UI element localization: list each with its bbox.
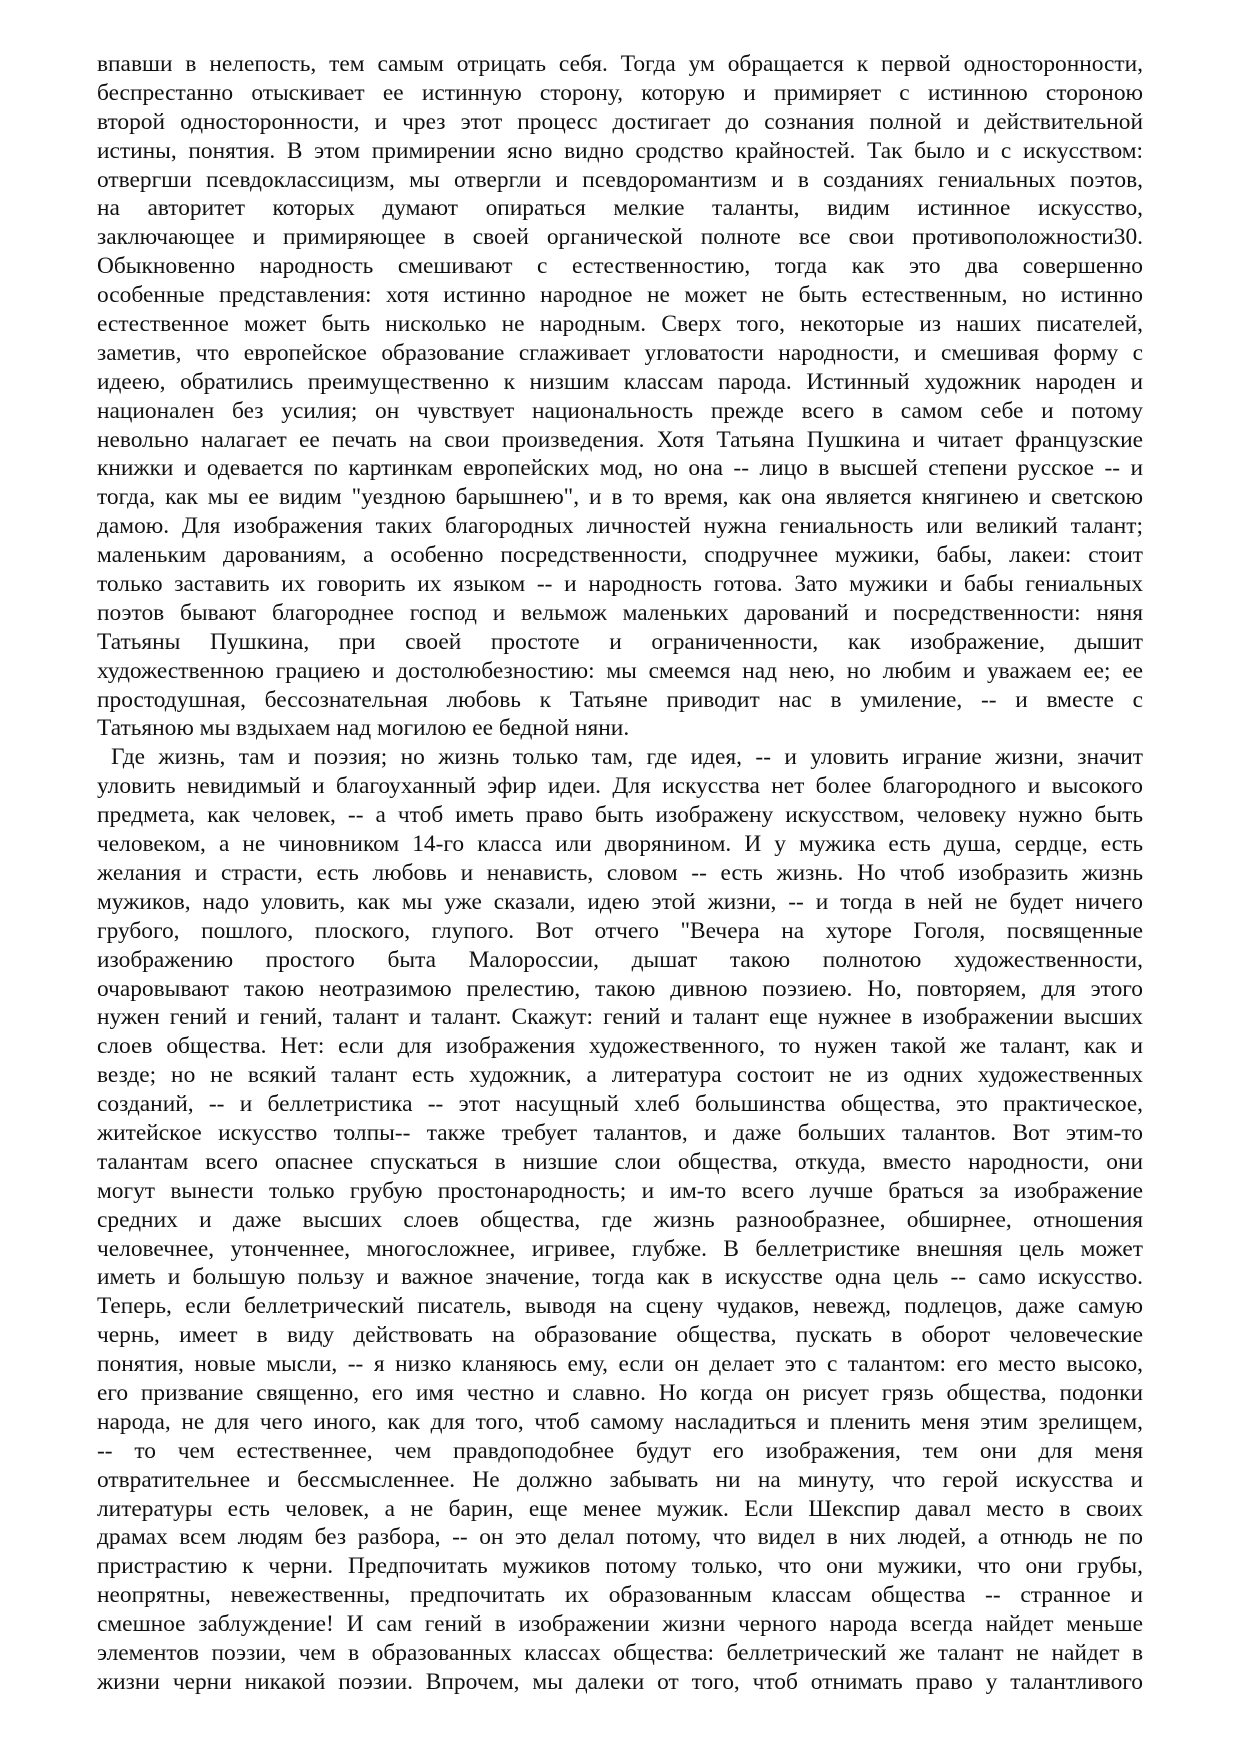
text-line: второй односторонности, и чрез этот процесс достигает до сознания полной и действительной xyxy=(97,108,1143,135)
text-line: иметь и большую пользу и важное значение, тогда как в искусстве одна цель -- само искусство. xyxy=(97,1264,1143,1291)
text-line: народа, не для чего иного, как для того, чтоб самому насладиться и пленить меня этим зрелищем, xyxy=(97,1408,1143,1435)
paragraph-1 xyxy=(97,50,1143,743)
text-line: -- то чем естественнее, чем правдоподобнее будут его изображения, тем они для меня xyxy=(97,1437,1143,1464)
text-line: естественное может быть нисколько не народным. Сверх того, некоторые из наших писателей, xyxy=(97,311,1143,338)
text-line: человечнее, утонченнее, многосложнее, игривее, глубже. В беллетристике внешняя цель может xyxy=(97,1235,1143,1262)
text-line: Где жизнь, там и поэзия; но жизнь только там, где идея, -- и уловить играние жизни, значит xyxy=(111,744,1143,771)
text-line: уловить невидимый и благоуханный эфир идеи. Для искусства нет более благородного и высокого xyxy=(97,773,1143,800)
text-line: жизни черни никакой поэзии. Впрочем, мы далеки от того, чтоб отнимать право у талантливого xyxy=(97,1668,1143,1695)
text-line: тогда, как мы ее видим "уездною барышнею", и в то время, как она является княгинею и светскою xyxy=(97,484,1143,511)
text-line: на авторитет которых думают опираться мелкие таланты, видим истинное искусство, xyxy=(97,195,1143,222)
text-line: Татьяною мы вздыхаем над могилою ее бедной няни. xyxy=(97,715,630,742)
text-line: нужен гений и гений, талант и талант. Скажут: гений и талант еще нужнее в изображении высших xyxy=(97,1004,1143,1031)
text-line: предмета, как человек, -- а чтоб иметь право быть изображену искусством, человеку нужно быть xyxy=(97,802,1143,829)
text-line: пристрастию к черни. Предпочитать мужиков потому только, что они мужики, что они грубы, xyxy=(97,1553,1143,1580)
text-line: житейское искусство толпы-- также требует талантов, и даже больших талантов. Вот этим-то xyxy=(97,1119,1143,1146)
text-line: заключающее и примиряющее в своей органической полноте все свои противоположности30. xyxy=(97,224,1143,251)
text-line: понятия, новые мысли, -- я низко кланяюсь ему, если он делает это с талантом: его место высоко, xyxy=(97,1351,1143,1378)
text-line: маленьким дарованиям, а особенно посредственности, сподручнее мужики, бабы, лакеи: стоит xyxy=(97,542,1143,569)
text-line: простодушная, бессознательная любовь к Татьяне приводит нас в умиление, -- и вместе с xyxy=(97,686,1143,713)
text-line: драмах всем людям без разбора, -- он это делал потому, что видел в них людей, а отнюдь не по xyxy=(97,1524,1143,1551)
text-line: чернь, имеет в виду действовать на образование общества, пускать в оборот человеческие xyxy=(97,1322,1143,1349)
text-line: дамою. Для изображения таких благородных личностей нужна гениальность или великий талант; xyxy=(97,513,1143,540)
text-line: желания и страсти, есть любовь и ненависть, словом -- есть жизнь. Но чтоб изобразить жизнь xyxy=(97,859,1143,886)
text-line: отвергши псевдоклассицизм, мы отвергли и псевдоромантизм и в созданиях гениальных поэтов, xyxy=(97,166,1143,193)
text-line: беспрестанно отыскивает ее истинную сторону, которую и примиряет с истинною стороною xyxy=(97,79,1143,106)
text-line: могут вынести только грубую простонародность; и им-то всего лучше браться за изображение xyxy=(97,1177,1143,1204)
text-line: художественною грациею и достолюбезностию: мы смеемся над нею, но любим и уважаем ее; ее xyxy=(97,657,1143,684)
text-line: созданий, -- и беллетристика -- этот насущный хлеб большинства общества, это практическое, xyxy=(97,1091,1143,1118)
text-line: книжки и одевается по картинкам европейских мод, но она -- лицо в высшей степени русское -- и xyxy=(97,455,1143,482)
text-line: впавши в нелепость, тем самым отрицать себя. Тогда ум обращается к первой односторонности, xyxy=(97,51,1143,77)
text-line: очаровывают такою неотразимою прелестию, такою дивною поэзиею. Но, повторяем, для этого xyxy=(97,975,1143,1002)
text-line: человеком, а не чиновником 14-го класса или дворянином. И у мужика есть душа, сердце, есть xyxy=(97,831,1143,858)
text-line: Татьяны Пушкина, при своей простоте и ограниченности, как изображение, дышит xyxy=(97,628,1143,655)
text-line: истины, понятия. В этом примирении ясно видно сродство крайностей. Так было и с искусством: xyxy=(97,137,1143,164)
text-line: элементов поэзии, чем в образованных классах общества: беллетрический же талант не найдет в xyxy=(97,1639,1143,1666)
text-line: его призвание священно, его имя честно и славно. Но когда он рисует грязь общества, подонки xyxy=(97,1379,1143,1406)
text-line: мужиков, надо уловить, как мы уже сказали, идею этой жизни, -- и тогда в ней не будет ничего xyxy=(97,888,1143,915)
paragraph-2 xyxy=(97,743,1143,1696)
text-line: Обыкновенно народность смешивают с естественностию, тогда как это два совершенно xyxy=(97,253,1143,280)
text-line: средних и даже высших слоев общества, где жизнь разнообразнее, обширнее, отношения xyxy=(97,1206,1143,1233)
text-line: только заставить их говорить их языком -- и народность готова. Зато мужики и бабы гениальных xyxy=(97,571,1143,598)
document-page xyxy=(97,50,1143,1697)
text-line: заметив, что европейское образование сглаживает угловатости народности, и смешивая форму с xyxy=(97,339,1143,366)
text-line: национален без усилия; он чувствует национальность прежде всего в самом себе и потому xyxy=(97,397,1143,424)
text-line: поэтов бывают благороднее господ и вельмож маленьких дарований и посредственности: няня xyxy=(97,599,1143,626)
text-line: везде; но не всякий талант есть художник, а литература состоит не из одних художественных xyxy=(97,1062,1143,1089)
text-line: невольно налагает ее печать на свои произведения. Хотя Татьяна Пушкина и читает французские xyxy=(97,426,1143,453)
text-line: изображению простого быта Малороссии, дышат такою полнотою художественности, xyxy=(97,946,1143,973)
text-line: слоев общества. Нет: если для изображения художественного, то нужен такой же талант, как и xyxy=(97,1033,1143,1060)
text-line: Теперь, если беллетрический писатель, выводя на сцену чудаков, невежд, подлецов, даже самую xyxy=(97,1293,1143,1320)
text-line: неопрятны, невежественны, предпочитать их образованным классам общества -- странное и xyxy=(97,1582,1143,1609)
text-line: идеею, обратились преимущественно к низшим классам парода. Истинный художник народен и xyxy=(97,368,1143,395)
text-line: смешное заблуждение! И сам гений в изображении жизни черного народа всегда найдет меньше xyxy=(97,1611,1143,1638)
text-line: талантам всего опаснее спускаться в низшие слои общества, откуда, вместо народности, они xyxy=(97,1148,1143,1175)
text-line: особенные представления: хотя истинно народное не может не быть естественным, но истинно xyxy=(97,282,1143,309)
text-line: литературы есть человек, а не барин, еще менее мужик. Если Шекспир давал место в своих xyxy=(97,1495,1143,1522)
text-line: отвратительнее и бессмысленнее. Не должно забывать ни на минуту, что герой искусства и xyxy=(97,1466,1143,1493)
text-line: грубого, пошлого, плоского, глупого. Вот отчего "Вечера на хуторе Гоголя, посвященные xyxy=(97,917,1143,944)
